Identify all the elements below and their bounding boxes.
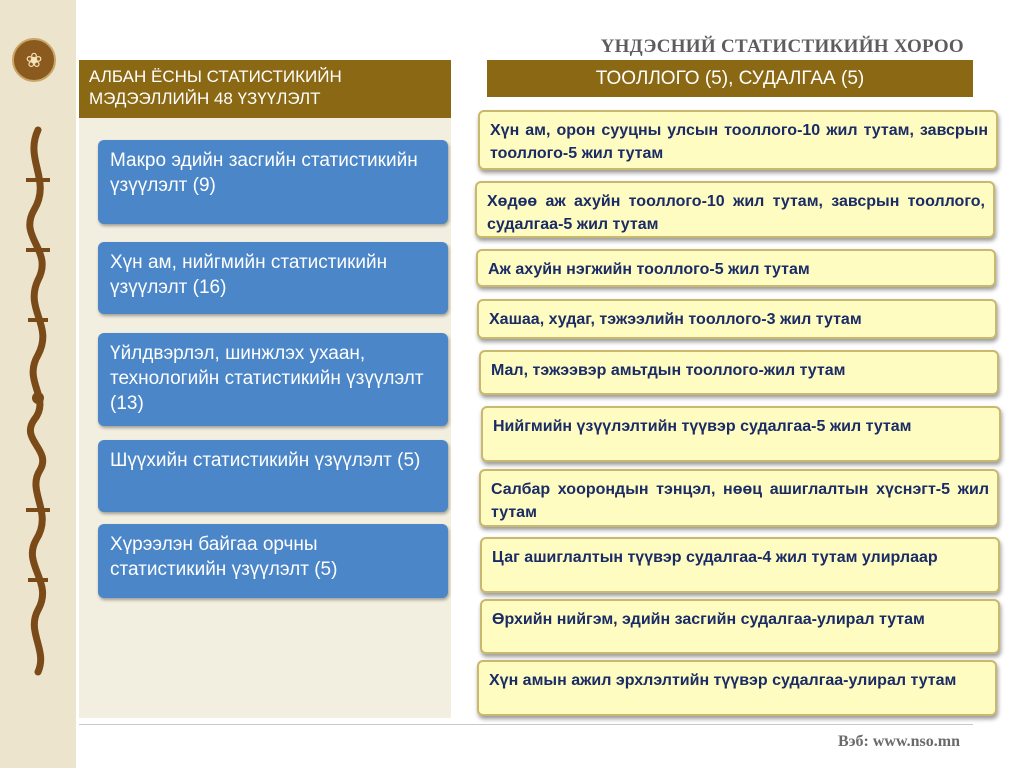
survey-household-socio-economic: Өрхийн нийгэм, эдийн засгийн судалгаа-улирал тутам — [480, 599, 1000, 654]
category-production-science: Үйлдвэрлэл, шинжлэх ухаан, технологийн статистикийн үзүүлэлт (13) — [98, 333, 448, 426]
mongolian-script-ornament-icon — [4, 120, 72, 680]
category-population-social: Хүн ам, нийгмийн статистикийн үзүүлэлт (16) — [98, 242, 448, 314]
category-justice: Шүүхийн статистикийн үзүүлэлт (5) — [98, 440, 448, 512]
left-header-line2: МЭДЭЭЛЛИЙН 48 ҮЗҮҮЛЭЛТ — [89, 89, 321, 108]
survey-fence-well-fodder-census: Хашаа, худаг, тэжээлийн тооллого-3 жил тутам — [477, 299, 997, 339]
survey-enterprise-census: Аж ахуйн нэгжийн тооллого-5 жил тутам — [476, 249, 996, 287]
official-indicators-header — [79, 60, 451, 118]
footer-divider — [79, 724, 973, 725]
left-header-line1: АЛБАН ЁСНЫ СТАТИСТИКИЙН — [89, 67, 342, 86]
survey-labour-force: Хүн амын ажил эрхлэлтийн түүвэр судалгаа-улирал тутам — [477, 660, 997, 716]
survey-social-indicators: Нийгмийн үзүүлэлтийн түүвэр судалгаа-5 жил тутам — [481, 406, 1001, 462]
website-link[interactable]: Вэб: www.nso.mn — [837, 733, 960, 750]
category-environment: Хүрээлэн байгаа орчны статистикийн үзүүлэлт (5) — [98, 524, 448, 598]
survey-time-use: Цаг ашиглалтын түүвэр судалгаа-4 жил тутам улирлаар — [480, 537, 1000, 593]
survey-input-output-table: Салбар хоорондын тэнцэл, нөөц ашиглалтын хүснэгт-5 жил тутам — [479, 469, 999, 527]
survey-population-housing-census: Хүн ам, орон сууцны улсын тооллого-10 жил тутам, завсрын тооллого-5 жил тутам — [478, 110, 998, 170]
survey-agriculture-census: Хөдөө аж ахуйн тооллого-10 жил тутам, завсрын тооллого, судалгаа-5 жил тутам — [475, 181, 995, 238]
soyombo-emblem-icon: ❀ — [12, 38, 56, 82]
organization-name: ҮНДЭСНИЙ СТАТИСТИКИЙН ХОРОО — [600, 36, 964, 57]
decorative-sidebar — [0, 0, 76, 768]
category-macro-economic: Макро эдийн засгийн статистикийн үзүүлэлт (9) — [98, 140, 448, 224]
census-survey-header: ТООЛЛОГО (5), СУДАЛГАА (5) — [487, 60, 973, 97]
survey-livestock-census: Мал, тэжээвэр амьтдын тооллого-жил тутам — [479, 350, 999, 395]
